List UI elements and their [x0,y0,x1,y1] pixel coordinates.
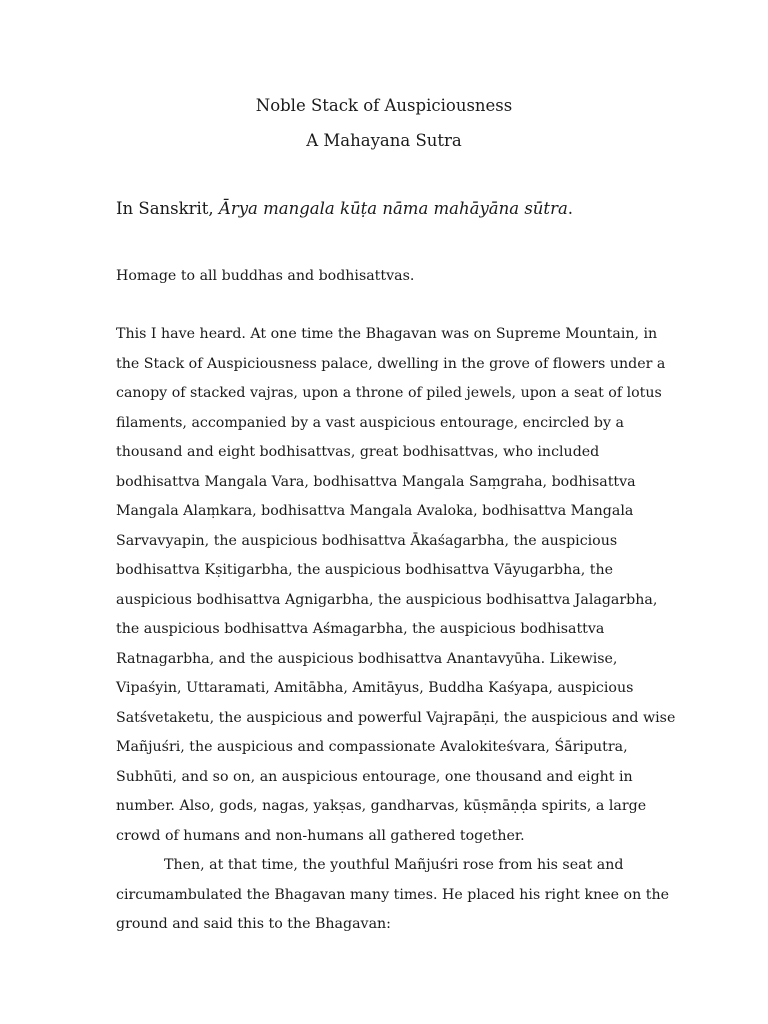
paragraph-line: Subhūti, and so on, an auspicious entourage, one thousand and eight in [116,768,633,785]
document-subtitle: A Mahayana Sutra [306,131,462,150]
paragraph-line: Mañjuśri, the auspicious and compassionate Avalokiteśvara, Śāriputra, [116,739,628,755]
paragraph-line: Vipaśyin, Uttaramati, Amitābha, Amitāyus, Buddha Kaśyapa, auspicious [116,680,634,696]
paragraph-line: canopy of stacked vajras, upon a throne of piled jewels, upon a seat of lotus [116,385,662,401]
paragraph-line: Sarvavyapin, the auspicious bodhisattva Ākaśagarbha, the auspicious [116,532,618,549]
homage-line: Homage to all buddhas and bodhisattvas. [116,268,415,284]
paragraph-line: bodhisattva Kṣitigarbha, the auspicious bodhisattva Vāyugarbha, the [116,562,613,578]
paragraph-line: auspicious bodhisattva Agnigarbha, the auspicious bodhisattva Jalagarbha, [116,591,658,608]
paragraph-line: the auspicious bodhisattva Aśmagarbha, the auspicious bodhisattva [116,621,605,637]
paragraph-line: bodhisattva Mangala Vara, bodhisattva Mangala Saṃgraha, bodhisattva [116,473,636,490]
document-title: Noble Stack of Auspiciousness [255,96,513,115]
sanskrit-suffix: . [567,199,574,218]
sanskrit-prefix: In Sanskrit, [116,199,219,218]
paragraph-line: This I have heard. At one time the Bhagavan was on Supreme Mountain, in [116,326,658,342]
paragraph-line: the Stack of Auspiciousness palace, dwelling in the grove of flowers under a [116,355,666,372]
paragraph-line: crowd of humans and non-humans all gathered together. [116,827,525,844]
paragraph-line: thousand and eight bodhisattvas, great bodhisattvas, who included [116,444,600,460]
paragraph-line: circumambulated the Bhagavan many times. He placed his right knee on the [116,886,669,903]
sanskrit-title: Ārya mangala kūṭa nāma mahāyāna sūtra [218,199,568,218]
paragraph-line: filaments, accompanied by a vast auspicious entourage, encircled by a [116,414,624,431]
paragraph-line: Ratnagarbha, and the auspicious bodhisattva Anantavyūha. Likewise, [116,650,618,667]
paragraph-line: ground and said this to the Bhagavan: [116,916,391,932]
paragraph-line: Satśvetaketu, the auspicious and powerful Vajrapāṇi, the auspicious and wise [116,709,676,726]
paragraph-1 [116,320,676,851]
paragraph-2 [116,851,669,940]
paragraph-line: number. Also, gods, nagas, yakṣas, gandharvas, kūṣmāṇḍa spirits, a large [116,798,647,814]
paragraph-line: Then, at that time, the youthful Mañjuśri rose from his seat and [164,857,624,873]
paragraph-line: Mangala Alaṃkara, bodhisattva Mangala Avaloka, bodhisattva Mangala [116,503,634,519]
sanskrit-title-line [116,198,573,220]
